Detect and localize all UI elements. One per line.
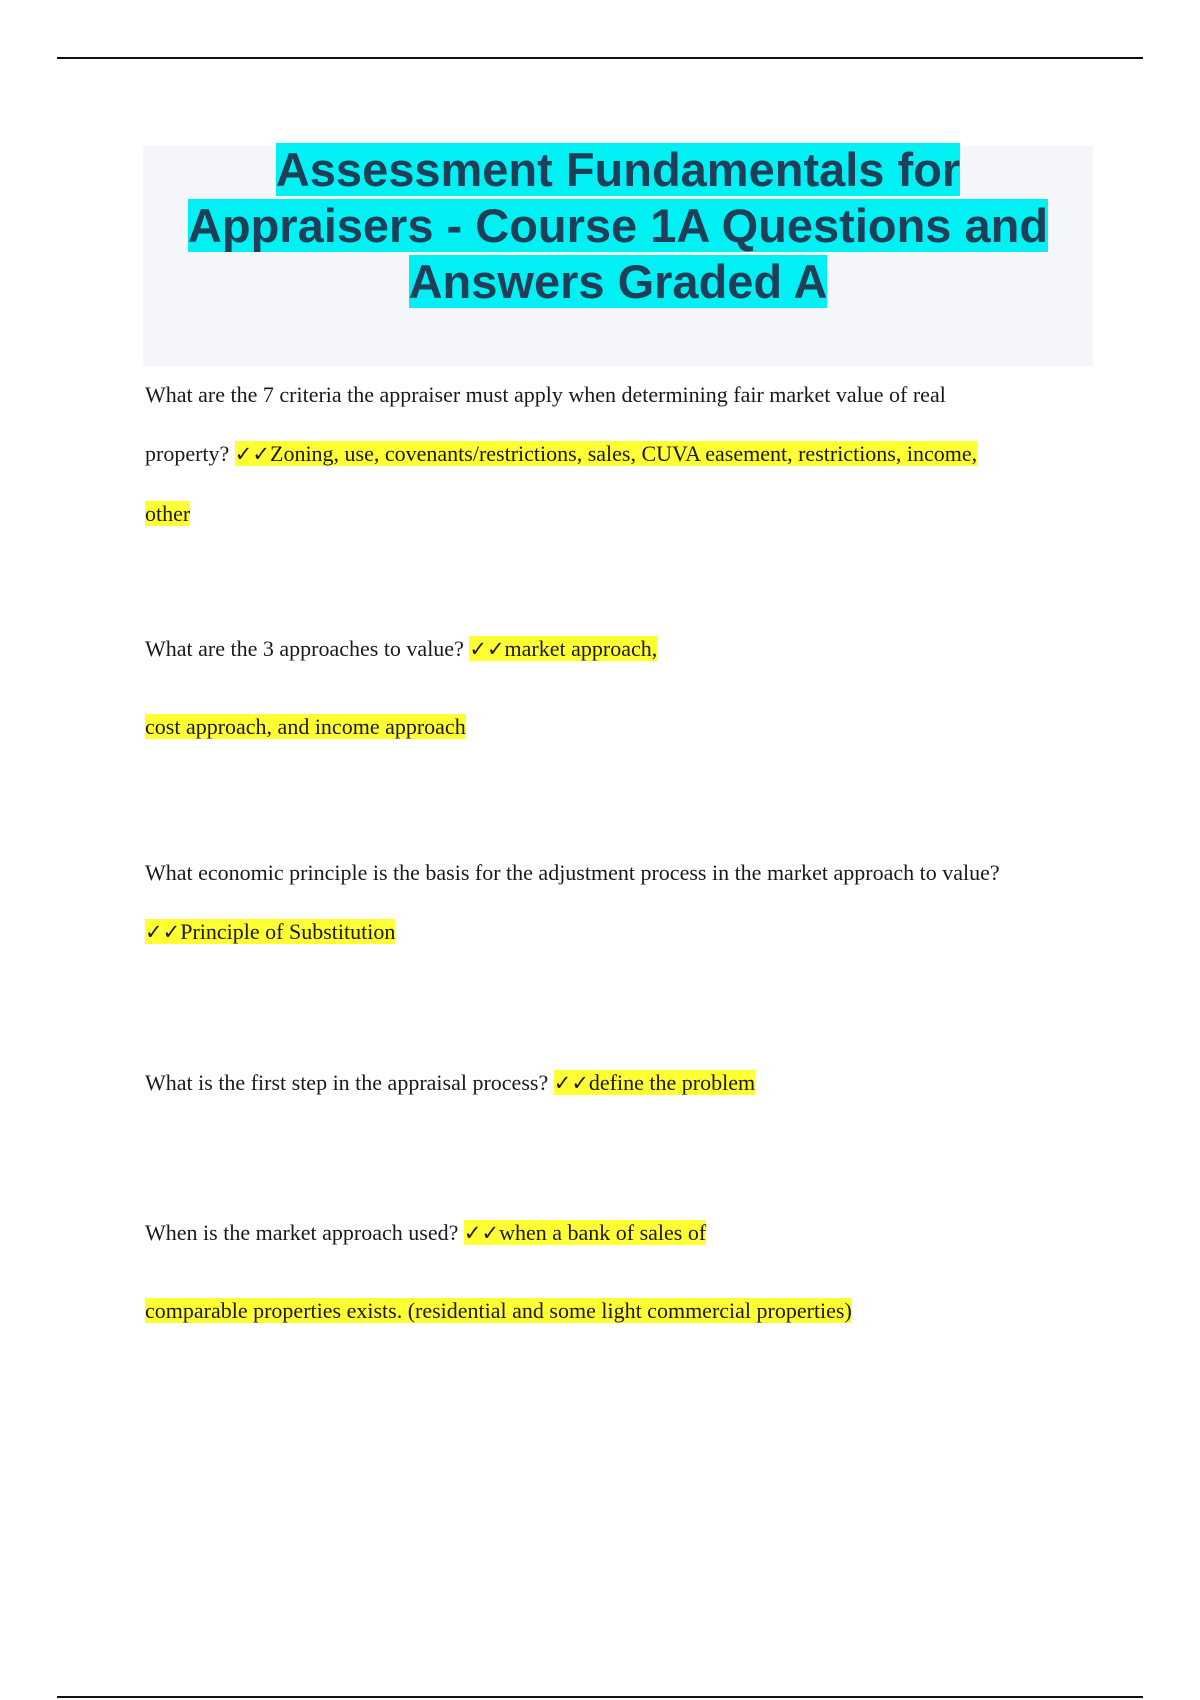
- question-text: What economic principle is the basis for the adjustment process in the market approach to value?: [145, 860, 1000, 885]
- question-text: What is the first step in the appraisal process?: [145, 1070, 549, 1095]
- double-check-icon: ✓✓: [553, 1071, 589, 1095]
- answer-text: ✓✓market approach,: [469, 636, 658, 661]
- top-rule: [57, 57, 1143, 59]
- answer-text: comparable properties exists. (residential and some light commercial properties): [145, 1298, 852, 1323]
- question-text: property?: [145, 441, 230, 466]
- qa-item-1: [145, 365, 1095, 543]
- answer-text: ✓✓Zoning, use, covenants/restrictions, sales, CUVA easement, restrictions, income,: [234, 441, 978, 466]
- answer-text: cost approach, and income approach: [145, 714, 466, 739]
- double-check-icon: ✓✓: [463, 1221, 500, 1245]
- qa-item-4: [145, 1053, 1095, 1113]
- bottom-rule: [57, 1696, 1143, 1698]
- question-text: What are the 7 criteria the appraiser must apply when determining fair market value of real: [145, 382, 946, 407]
- answer-text: ✓✓Principle of Substitution: [145, 919, 396, 944]
- title-line-3: Answers Graded A: [408, 255, 828, 308]
- answer-text: other: [145, 501, 191, 526]
- double-check-icon: ✓✓: [469, 637, 505, 661]
- question-text: When is the market approach used?: [145, 1220, 459, 1245]
- qa-item-5: [145, 1205, 1095, 1361]
- question-text: What are the 3 approaches to value?: [145, 636, 464, 661]
- qa-item-3: [145, 843, 1095, 962]
- qa-item-2: [145, 621, 1095, 777]
- title-line-1: Assessment Fundamentals for: [275, 143, 961, 196]
- answer-text: ✓✓when a bank of sales of: [463, 1220, 707, 1245]
- double-check-icon: ✓✓: [145, 920, 181, 944]
- double-check-icon: ✓✓: [234, 442, 270, 466]
- answer-text: ✓✓define the problem: [553, 1070, 756, 1095]
- title-line-2: Appraisers - Course 1A Questions and: [187, 199, 1049, 252]
- document-title: [143, 142, 1093, 310]
